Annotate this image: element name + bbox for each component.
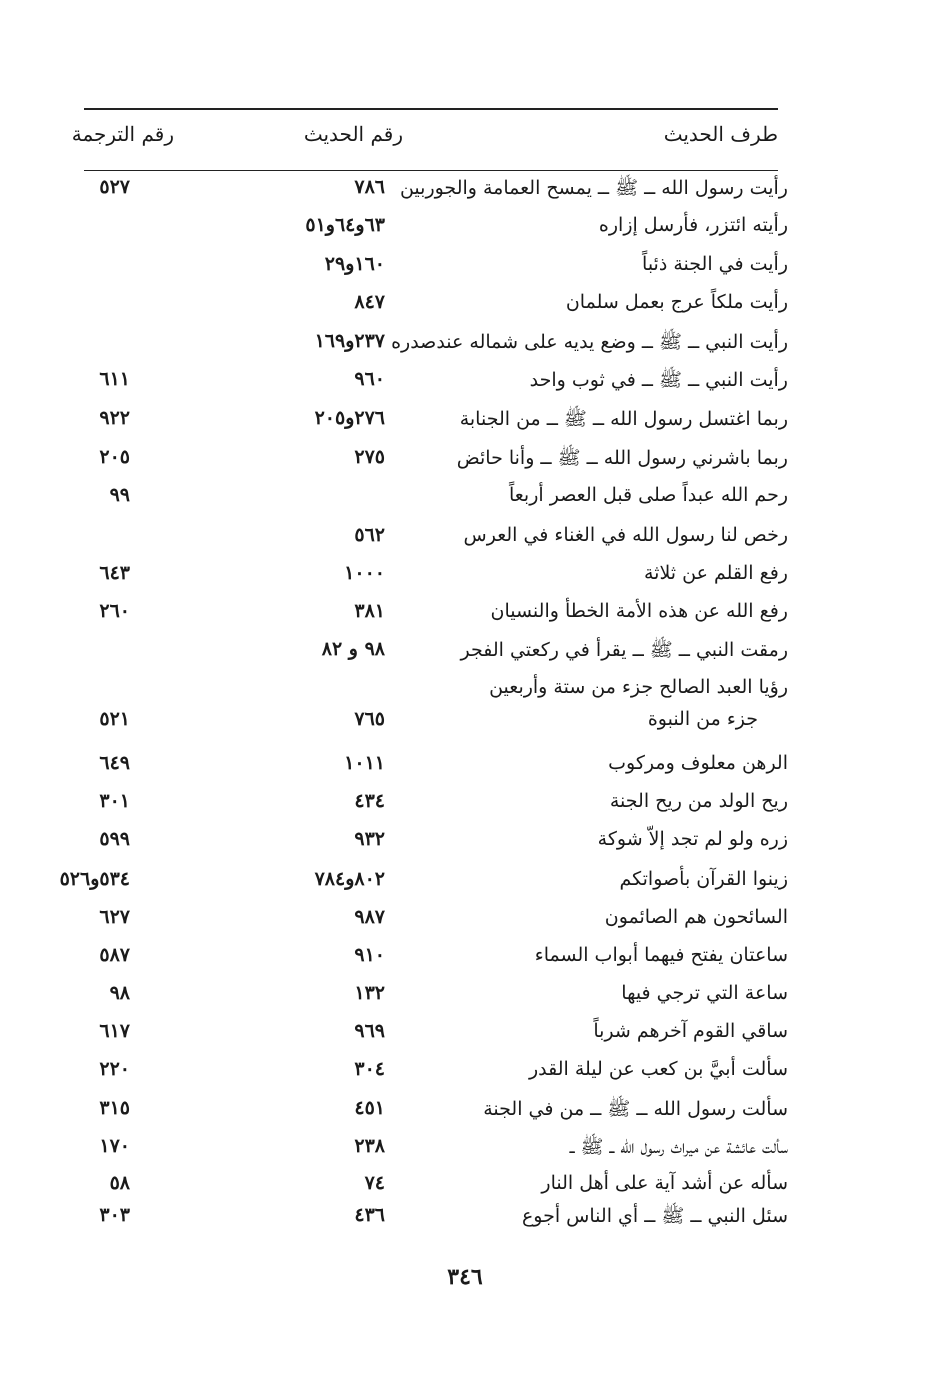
hadith-phrase: رمقت النبي ــ ﷺ ــ يقرأ في ركعتي الفجر	[460, 639, 788, 661]
index-row	[0, 520, 930, 556]
header-rule	[84, 170, 778, 171]
hadith-phrase: جزء من النبوة	[647, 708, 758, 730]
column-header-hadith-number: رقم الحديث	[303, 122, 403, 146]
index-row	[0, 1016, 930, 1052]
hadith-number: ٩٦٩	[354, 1020, 385, 1042]
hadith-number: ٦٣و٦٤و٥١	[305, 214, 385, 236]
biography-number: ٣٠١	[99, 790, 130, 812]
hadith-number: ٩١٠	[354, 944, 385, 966]
hadith-number: ٢٣٨	[354, 1135, 385, 1157]
biography-number: ٣٠٣	[99, 1204, 130, 1226]
biography-number: ٥٨	[109, 1172, 130, 1194]
hadith-number: ٤٣٤	[354, 790, 385, 812]
index-row	[0, 287, 930, 323]
biography-number: ٢٦٠	[99, 600, 130, 622]
hadith-number: ٩٨ و ٨٢	[321, 638, 385, 660]
biography-number: ٥٢٧	[99, 176, 130, 198]
biography-number: ٢٢٠	[99, 1058, 130, 1080]
hadith-number: ٩٨٧	[354, 906, 385, 928]
hadith-phrase: رؤيا العبد الصالح جزء من ستة وأربعين	[489, 676, 788, 698]
biography-number: ٦٢٧	[99, 906, 130, 928]
biography-number: ٩٩	[109, 484, 130, 506]
hadith-number: ٩٦٠	[354, 368, 385, 390]
hadith-number: ١٠١١	[344, 752, 385, 774]
top-rule	[84, 108, 778, 110]
index-row	[0, 1093, 930, 1129]
biography-number: ٦١٧	[99, 1020, 130, 1042]
index-row	[0, 1054, 930, 1090]
biography-number: ١٧٠	[99, 1135, 130, 1157]
hadith-phrase: سأله عن أشد آية على أهل النار	[541, 1172, 788, 1194]
hadith-number: ١٦٠و٢٩	[324, 253, 385, 275]
hadith-number: ١٣٢	[354, 982, 385, 1004]
index-row	[0, 748, 930, 784]
index-row	[0, 634, 930, 670]
column-header-biography-number: رقم الترجمة	[71, 122, 174, 146]
hadith-phrase: رأيت ملكاً عرج بعمل سلمان	[565, 291, 788, 313]
hadith-number: ٩٣٢	[354, 828, 385, 850]
index-row	[0, 172, 930, 208]
index-row	[0, 1168, 930, 1204]
hadith-phrase: سئل النبي ــ ﷺ ــ أي الناس أجوع	[521, 1205, 788, 1227]
hadith-phrase: ربما اغتسل رسول الله ــ ﷺ ــ من الجنابة	[459, 408, 788, 430]
hadith-number: ٧٨٦	[354, 176, 385, 198]
index-row	[0, 786, 930, 822]
index-row	[0, 1131, 930, 1167]
hadith-number: ٥٦٢	[354, 524, 385, 546]
index-row	[0, 558, 930, 594]
index-row	[0, 940, 930, 976]
hadith-number: ٧٦٥	[354, 708, 385, 730]
hadith-phrase: زره ولو لم تجد إلاّ شوكة	[597, 828, 788, 850]
hadith-number: ٢٧٥	[354, 446, 385, 468]
hadith-number: ٢٧٦و٢٠٥	[314, 407, 385, 429]
hadith-phrase: رفع الله عن هذه الأمة الخطأ والنسيان	[490, 600, 788, 622]
biography-number: ٥٨٧	[99, 944, 130, 966]
index-row	[0, 824, 930, 860]
hadith-number: ٤٣٦	[354, 1204, 385, 1226]
index-row	[0, 902, 930, 938]
hadith-phrase: ساعتان يفتح فيهما أبواب السماء	[534, 944, 788, 966]
hadith-phrase: سألت رسول الله ــ ﷺ ــ من في الجنة	[483, 1098, 788, 1120]
hadith-phrase: الرهن معلوف ومركوب	[608, 752, 788, 774]
column-header-phrase: طرف الحديث	[663, 122, 778, 146]
index-row	[0, 210, 930, 246]
hadith-phrase: رأيت النبي ــ ﷺ ــ في ثوب واحد	[529, 369, 788, 391]
biography-number: ٥٩٩	[99, 828, 130, 850]
biography-number: ٦١١	[99, 368, 130, 390]
hadith-phrase: رخص لنا رسول الله في الغناء في العرس	[463, 524, 788, 546]
hadith-phrase: رأيته ائتزر، فأرسل إزاره	[598, 214, 788, 236]
hadith-number: ٧٤	[364, 1172, 385, 1194]
index-row	[0, 364, 930, 400]
hadith-phrase: رأيت رسول الله ــ ﷺ ــ يمسح العمامة والجوربين	[399, 177, 788, 199]
index-row	[0, 704, 930, 740]
biography-number: ٩٨	[109, 982, 130, 1004]
hadith-number: ٨٠٢و٧٨٤	[314, 868, 385, 890]
hadith-number: ٣٨١	[354, 600, 385, 622]
hadith-number: ٣٠٤	[354, 1058, 385, 1080]
index-row	[0, 480, 930, 516]
index-row	[0, 864, 930, 900]
index-row	[0, 672, 930, 708]
hadith-phrase: سألت عائشة عن ميراث رسول الله ــ ﷺ ــ	[569, 1136, 788, 1158]
biography-number: ٢٠٥	[99, 446, 130, 468]
hadith-phrase: ريح الولد من ريح الجنة	[609, 790, 788, 812]
hadith-phrase: ساقي القوم آخرهم شرباً	[593, 1020, 788, 1042]
biography-number: ٦٤٩	[99, 752, 130, 774]
page-number: ٣٤٦	[447, 1264, 483, 1290]
hadith-number: ١٠٠٠	[344, 562, 385, 584]
hadith-phrase: رأيت في الجنة ذئباً	[642, 253, 788, 275]
hadith-phrase: رأيت النبي ــ ﷺ ــ وضع يديه على شماله عندصدره	[391, 331, 788, 353]
hadith-phrase: زينوا القرآن بأصواتكم	[619, 868, 788, 890]
hadith-phrase: السائحون هم الصائمون	[604, 906, 788, 928]
biography-number: ٥٣٤و٥٢٦	[59, 868, 130, 890]
biography-number: ٩٢٢	[99, 407, 130, 429]
hadith-phrase: رحم الله عبداً صلى قبل العصر أربعاً	[508, 484, 788, 506]
hadith-number: ٨٤٧	[354, 291, 385, 313]
biography-number: ٦٤٣	[99, 562, 130, 584]
index-row	[0, 596, 930, 632]
hadith-phrase: سألت أبيَّ بن كعب عن ليلة القدر	[528, 1058, 788, 1080]
biography-number: ٣١٥	[99, 1097, 130, 1119]
hadith-phrase: ربما باشرني رسول الله ــ ﷺ ــ وأنا حائض	[456, 447, 788, 469]
hadith-number: ٢٣٧و١٦٩	[314, 330, 385, 352]
index-row	[0, 442, 930, 478]
hadith-number: ٤٥١	[354, 1097, 385, 1119]
hadith-phrase: ساعة التي ترجي فيها	[621, 982, 788, 1004]
hadith-phrase: رفع القلم عن ثلاثة	[643, 562, 788, 584]
index-row	[0, 403, 930, 439]
index-row	[0, 326, 930, 362]
index-row	[0, 1200, 930, 1236]
index-row	[0, 978, 930, 1014]
biography-number: ٥٢١	[99, 708, 130, 730]
index-row	[0, 249, 930, 285]
